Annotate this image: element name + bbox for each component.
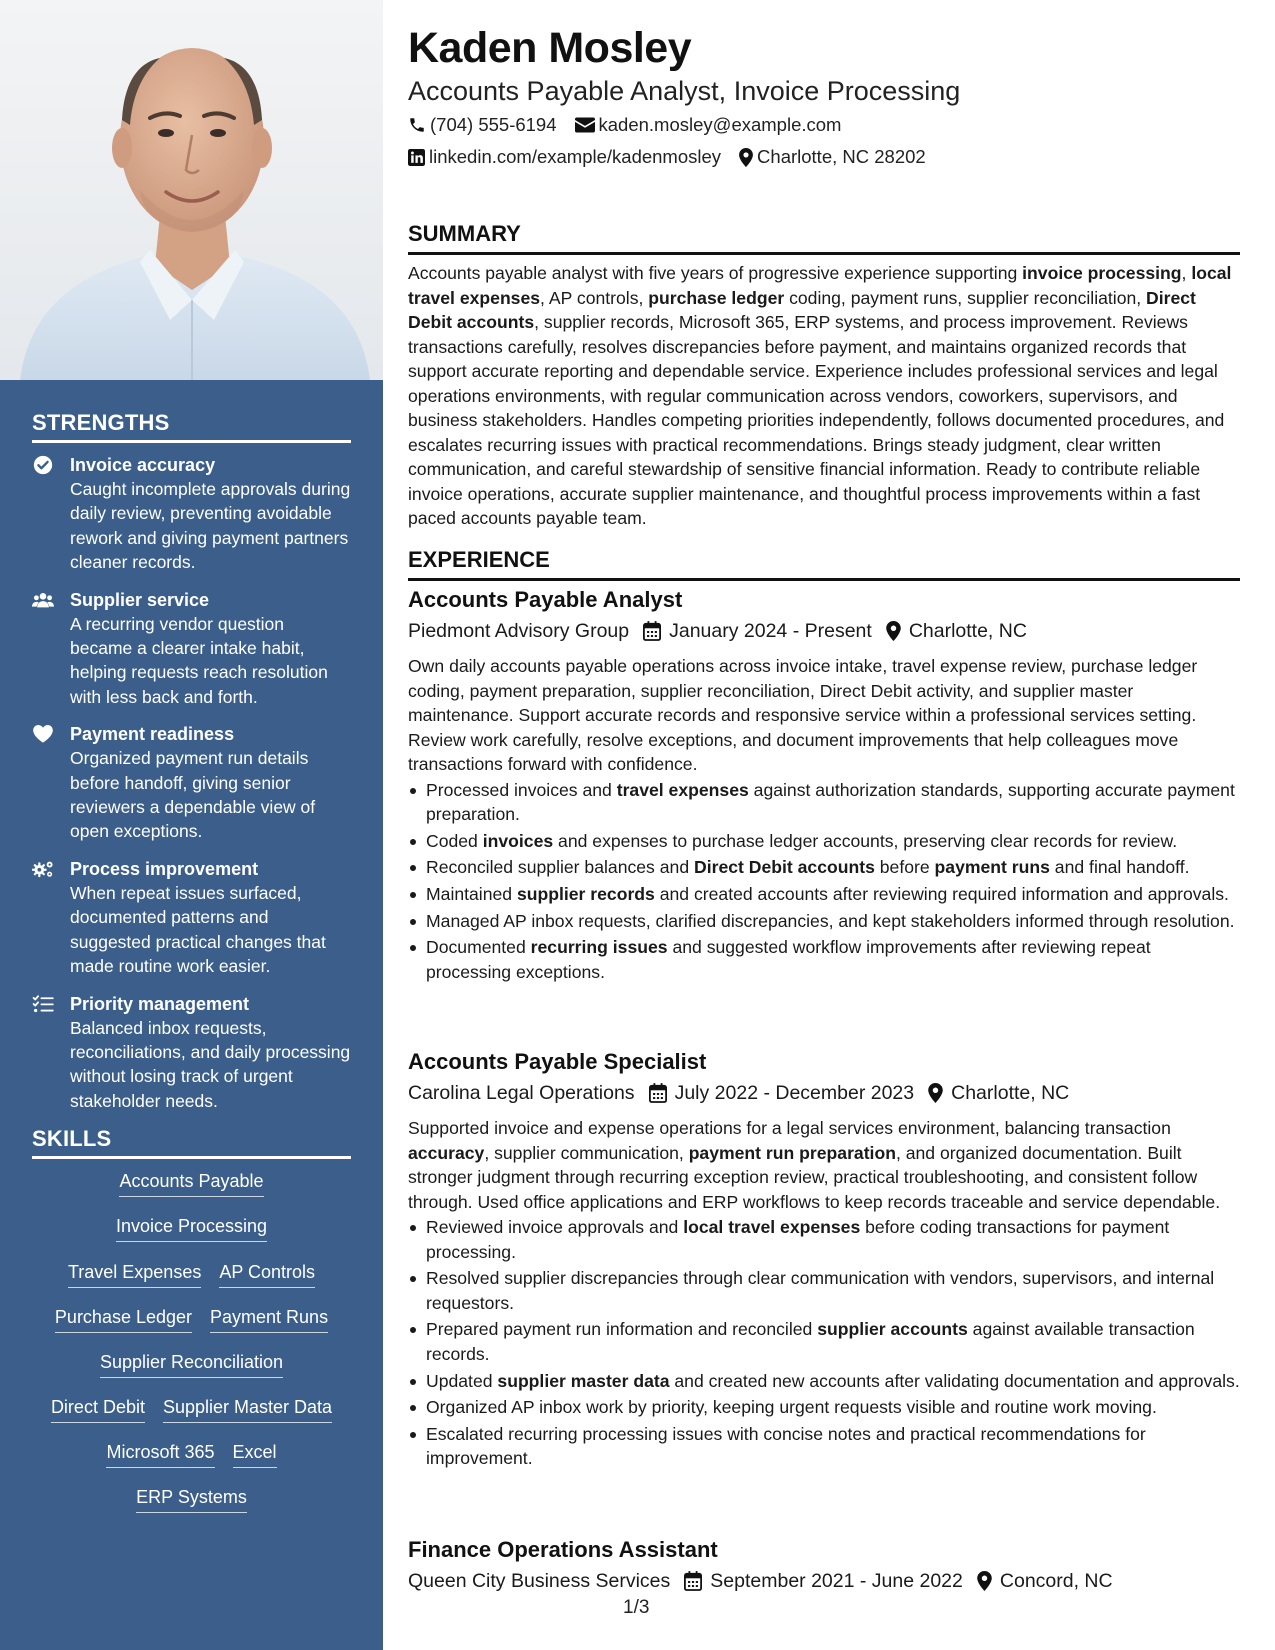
- company-name: Piedmont Advisory Group: [408, 620, 630, 642]
- job-location-text: Charlotte, NC: [908, 620, 1027, 642]
- sidebar-content: [32, 410, 351, 1531]
- skill-tag: Invoice Processing: [116, 1214, 267, 1242]
- job-entry: [408, 586, 1240, 987]
- strength-title: Payment readiness: [70, 724, 235, 745]
- bold-keyword: Direct Debit accounts: [408, 287, 1196, 332]
- text-segment: coding, payment runs, supplier reconciliation,: [784, 287, 1147, 308]
- bullet-item: [408, 882, 1240, 907]
- job-bullets: [408, 778, 1240, 985]
- sidebar: [0, 0, 383, 1650]
- text-segment: Accounts payable analyst with five years of progressive experience supporting: [408, 263, 1023, 283]
- strength-item: [32, 722, 351, 844]
- text-segment: Reconciled supplier balances and: [426, 857, 694, 878]
- skill-tag: Microsoft 365: [106, 1440, 214, 1468]
- job-meta: [408, 1078, 1240, 1108]
- linkedin-contact[interactable]: [408, 145, 721, 169]
- text-segment: Own daily accounts payable operations across invoice intake, travel expense review, purchase ledger coding, payment preparation, supplier reconciliation, Direct Debit activity, and supplier master maintenance. Support accurate records and responsive service within a professional services setting. Review work carefully, resolve exceptions, and document improvements that help colleagues move transactions forward with confidence.: [408, 656, 1198, 774]
- bold-keyword: supplier master data: [497, 1370, 670, 1391]
- bullet-item: [408, 1422, 1240, 1471]
- strength-title: Invoice accuracy: [70, 455, 216, 475]
- text-segment: , supplier records, Microsoft 365, ERP systems, and process improvement. Reviews transactions carefully, resolves discrepancies before payment, and maintains organized records that support accurate reporting and dependable service. Experience includes professional services and legal operations environments, with regular communication across vendors, coworkers, supervisors, and business stakeholders. Handles competing priorities independently, follows documented procedures, and escalates recurring issues with practical recommendations. Brings steady judgment, clear written communication, and careful stewardship of sensitive financial information. Ready to contribute reliable invoice operations, accurate supplier maintenance, and thoughtful process improvements within a fast paced accounts payable team.: [408, 312, 1225, 528]
- skill-tag: Supplier Master Data: [163, 1395, 332, 1423]
- envelope-icon: [575, 117, 595, 133]
- strengths-heading: STRENGTHS: [32, 410, 351, 443]
- bullet-item: [408, 1317, 1240, 1366]
- contact-row-2: [408, 145, 926, 169]
- location-text: Charlotte, NC 28202: [757, 146, 926, 167]
- bold-keyword: payment run preparation: [688, 1142, 896, 1163]
- calendar-icon: [684, 1571, 702, 1591]
- map-pin-icon: [928, 1083, 943, 1103]
- bold-keyword: supplier records: [516, 884, 655, 905]
- linkedin-text: linkedin.com/example/kadenmosley: [429, 146, 722, 167]
- map-pin-icon: [977, 1571, 992, 1591]
- users-icon: [32, 590, 54, 610]
- bold-keyword: Direct Debit accounts: [694, 857, 875, 878]
- job-entry: [408, 1536, 1240, 1596]
- text-segment: , supplier communication,: [484, 1142, 689, 1163]
- text-segment: Documented: [426, 937, 531, 958]
- phone-text: (704) 555-6194: [430, 114, 557, 135]
- text-segment: Organized AP inbox work by priority, keeping urgent requests visible and routine work moving.: [426, 1397, 1157, 1418]
- skill-tag: Supplier Reconciliation: [100, 1350, 283, 1378]
- text-segment: and final handoff.: [1049, 857, 1190, 878]
- contact-row-1: [408, 113, 841, 137]
- bullet-item: [408, 1215, 1240, 1264]
- skill-row: [32, 1305, 351, 1350]
- bold-keyword: supplier accounts: [817, 1319, 968, 1340]
- job-bullets: [408, 1215, 1240, 1471]
- job-dates-text: September 2021 - June 2022: [710, 1570, 963, 1592]
- summary-heading: SUMMARY: [408, 220, 1240, 255]
- job-dates: [643, 616, 872, 646]
- bold-keyword: invoices: [482, 830, 554, 851]
- phone-icon: [408, 116, 426, 134]
- text-segment: Supported invoice and expense operations for a legal services environment, balancing transaction: [408, 1118, 1171, 1138]
- skills-heading: SKILLS: [32, 1126, 351, 1159]
- job-description: [408, 1116, 1240, 1214]
- bullet-item: [408, 1369, 1240, 1394]
- strength-description: Balanced inbox requests, reconciliations, and daily processing without losing track of urgent stakeholder needs.: [70, 1017, 351, 1111]
- bold-keyword: recurring issues: [530, 937, 668, 958]
- summary-text: [408, 261, 1240, 531]
- skill-row: [32, 1485, 351, 1530]
- candidate-title: Accounts Payable Analyst, Invoice Processing: [408, 76, 961, 106]
- calendar-icon: [643, 621, 661, 641]
- skill-row: [32, 1214, 351, 1259]
- email-contact[interactable]: [575, 113, 842, 137]
- skill-row: [32, 1395, 351, 1440]
- bold-keyword: purchase ledger: [648, 287, 785, 308]
- skill-row: [32, 1169, 351, 1214]
- text-segment: and created new accounts after validating documentation and approvals.: [669, 1370, 1240, 1391]
- job-location: [886, 616, 1027, 646]
- heart-icon: [32, 724, 54, 744]
- skill-row: [32, 1260, 351, 1305]
- job-location: [928, 1078, 1069, 1108]
- bold-keyword: accuracy: [408, 1142, 485, 1163]
- job-description: [408, 654, 1240, 777]
- strength-description: A recurring vendor question became a clearer intake habit, helping requests reach resolution with less back and forth.: [70, 613, 328, 707]
- job-title: Accounts Payable Analyst: [408, 587, 683, 612]
- skill-tag: Accounts Payable: [119, 1169, 263, 1197]
- bullet-item: [408, 778, 1240, 827]
- skill-tag: AP Controls: [219, 1260, 315, 1288]
- skill-tag: ERP Systems: [136, 1485, 247, 1513]
- job-title: Accounts Payable Specialist: [408, 1049, 707, 1074]
- job-location: [977, 1566, 1113, 1596]
- text-segment: and created accounts after reviewing required information and approvals.: [654, 884, 1229, 905]
- bold-keyword: local travel expenses: [683, 1217, 861, 1237]
- job-meta: [408, 616, 1240, 646]
- skills-section: [32, 1126, 351, 1531]
- check-circle-icon: [32, 455, 54, 475]
- page-indicator: 1/3: [623, 1597, 650, 1618]
- candidate-name: Kaden Mosley: [408, 24, 692, 72]
- bullet-item: [408, 1266, 1240, 1315]
- skill-tag: Excel: [233, 1440, 277, 1468]
- skill-row: [32, 1440, 351, 1485]
- bold-keyword: local travel expenses: [408, 263, 1232, 308]
- job-entry: [408, 1048, 1240, 1473]
- gears-icon: [32, 859, 54, 879]
- text-segment: before coding transactions for payment processing.: [426, 1217, 1170, 1262]
- email-text: kaden.mosley@example.com: [598, 114, 842, 135]
- bullet-item: [408, 855, 1240, 880]
- text-segment: against authorization standards, supporting accurate payment preparation.: [426, 779, 1235, 824]
- strengths-list: [32, 453, 351, 1113]
- strength-description: When repeat issues surfaced, documented patterns and suggested practical changes that made routine work easier.: [70, 882, 326, 977]
- bold-keyword: invoice processing: [1022, 263, 1182, 283]
- strength-description: Caught incomplete approvals during daily review, preventing avoidable rework and giving payment partners cleaner records.: [70, 479, 351, 573]
- job-title: Finance Operations Assistant: [408, 1537, 718, 1562]
- skill-tag: Payment Runs: [210, 1305, 328, 1333]
- strength-item: [32, 857, 351, 979]
- strength-title: Supplier service: [70, 589, 210, 610]
- skills-list: [32, 1169, 351, 1531]
- skill-row: [32, 1350, 351, 1395]
- skill-tag: Direct Debit: [51, 1395, 145, 1423]
- text-segment: Updated: [426, 1370, 498, 1391]
- text-segment: and suggested workflow improvements after reviewing repeat processing exceptions.: [426, 937, 1151, 982]
- text-segment: , AP controls,: [540, 287, 649, 308]
- linkedin-icon: [408, 149, 425, 166]
- map-pin-icon: [886, 621, 901, 641]
- strength-item: [32, 588, 351, 710]
- text-segment: Maintained: [426, 884, 517, 905]
- calendar-icon: [649, 1083, 667, 1103]
- company-name: Queen City Business Services: [408, 1570, 671, 1592]
- text-segment: and expenses to purchase ledger accounts, preserving clear records for review.: [553, 830, 1178, 851]
- text-segment: against available transaction records.: [426, 1319, 1195, 1364]
- job-dates-text: July 2022 - December 2023: [674, 1082, 915, 1104]
- list-check-icon: [32, 994, 54, 1014]
- job-dates-text: January 2024 - Present: [669, 620, 872, 642]
- bullet-item: [408, 829, 1240, 854]
- profile-photo: [0, 0, 383, 380]
- location-contact: [739, 145, 926, 169]
- text-segment: Resolved supplier discrepancies through clear communication with vendors, supervisors, and internal requestors.: [426, 1268, 1215, 1313]
- text-segment: Prepared payment run information and reconciled: [426, 1319, 818, 1340]
- strength-item: [32, 453, 351, 575]
- portrait-image: [0, 0, 383, 380]
- bullet-item: [408, 909, 1240, 934]
- bold-keyword: travel expenses: [616, 779, 749, 800]
- strength-title: Priority management: [70, 993, 250, 1014]
- map-pin-icon: [739, 148, 753, 167]
- job-location-text: Concord, NC: [999, 1570, 1113, 1592]
- job-meta: [408, 1566, 1240, 1596]
- text-segment: Managed AP inbox requests, clarified discrepancies, and kept stakeholders informed through resolution.: [426, 910, 1235, 931]
- text-segment: Escalated recurring processing issues with concise notes and practical recommendations for improvement.: [426, 1423, 1146, 1469]
- strength-title: Process improvement: [70, 858, 259, 879]
- job-location-text: Charlotte, NC: [951, 1082, 1070, 1104]
- skill-tag: Purchase Ledger: [55, 1305, 192, 1333]
- bold-keyword: payment runs: [934, 857, 1050, 878]
- bullet-item: [408, 1395, 1240, 1420]
- text-segment: ,: [1181, 263, 1192, 283]
- strength-item: [32, 992, 351, 1114]
- skill-tag: Travel Expenses: [68, 1260, 201, 1288]
- company-name: Carolina Legal Operations: [408, 1082, 635, 1104]
- bullet-item: [408, 935, 1240, 984]
- text-segment: Coded: [426, 830, 483, 851]
- text-segment: Processed invoices and: [426, 779, 617, 800]
- job-dates: [649, 1078, 915, 1108]
- job-dates: [684, 1566, 963, 1596]
- text-segment: Reviewed invoice approvals and: [426, 1217, 684, 1237]
- strength-description: Organized payment run details before handoff, giving senior reviewers a dependable view of open exceptions.: [70, 748, 316, 842]
- phone-contact[interactable]: [408, 113, 557, 137]
- text-segment: , and organized documentation. Built stronger judgment through recurring exception review, practical troubleshooting, and consistent follow through. Used office applications and ERP workflows to keep records traceable and service dependable.: [408, 1142, 1221, 1212]
- text-segment: before: [874, 857, 935, 878]
- experience-heading: EXPERIENCE: [408, 546, 1240, 581]
